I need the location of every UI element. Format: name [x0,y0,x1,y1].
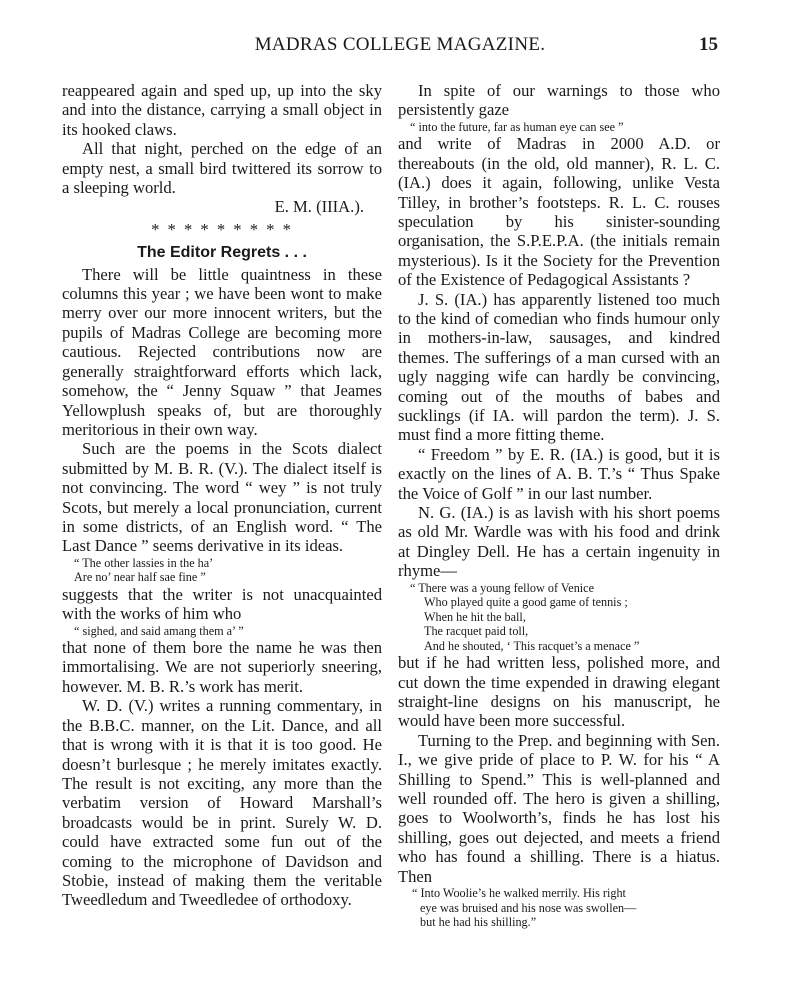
paragraph: Such are the poems in the Scots dialect submitted by M. B. R. (V.). The dialect itself is not convincing. The word “ wey ” is not truly Scots, but merely a local pronunciation, current in some districts, of an English word. “ The Last Dance ” seems derivative in its ideas. [62,439,382,556]
section-heading: The Editor Regrets . . . [137,244,307,262]
poem-line: When he hit the ball, [424,609,526,624]
paragraph: suggests that the writer is not unacquainted with the works of him who [62,584,382,624]
poem-line: And he shouted, ‘ This racquet’s a menace ” [424,638,640,653]
paragraph: All that night, perched on the edge of an empty nest, a small bird twittered its sorrow to a sleeping world. [62,139,382,198]
paragraph: In spite of our warnings to those who persistently gaze [398,81,720,120]
paragraph: There will be little quaintness in these columns this year ; we have been wont to make merry over our more innocent writers, but the pupils of Madras College are becoming more cautious. Rejected contributions now are generally straightforward efforts which lack, somehow, the “ Jenny Squaw ” that Jeames Yellowplush speaks of, but are thoroughly meritorious in their own way. [62,264,382,439]
paragraph: and write of Madras in 2000 A.D. or thereabouts (in the old, old manner), R. L. C. (IA.) does it again, following, unlike Vesta Tilley, in brother’s footsteps. R. L. C. rouses speculation by his sinister-sounding organisation, the S.P.E.P.A. (the initials remain mysterious). Is it the Society for the Prevention of the Existence of Pedagogical Assistants ? [398,134,720,290]
paragraph: but if he had written less, polished more, and cut down the time expended in drawing elegant straight-line designs on his manuscript, he would have been more successful. [398,653,720,731]
quotation-line: Are no’ near half sae fine ” [74,570,206,585]
quotation-line: “ Into Woolie’s he walked merrily. His right [412,886,626,901]
quotation-line: “ The other lassies in the ha’ [74,555,214,570]
poem-line: “ There was a young fellow of Venice [410,580,594,595]
author-signature: E. M. (IIIA.). [274,197,364,217]
page-number: 15 [699,34,718,55]
paragraph: Turning to the Prep. and beginning with Sen. I., we give pride of place to P. W. for his “ A Shilling to Spend.” This is well-planned and well rounded off. The hero is given a shilling, goes to Woolworth’s, finds he has lost his shilling, goes out dejected, and meets a friend who has found a shilling. There is a hiatus. Then [398,730,720,886]
quotation-line: “ sighed, and said amang them a’ ” [74,623,244,638]
paragraph: reappeared again and sped up, up into the sky and into the distance, carrying a small object in its hooked claws. [62,81,382,139]
poem-line: Who played quite a good game of tennis ; [424,595,628,610]
paragraph: that none of them bore the name he was then immortalising. We are not superiorly sneering, however. M. B. R.’s work has merit. [62,638,382,696]
right-column [398,81,720,930]
paragraph: J. S. (IA.) has apparently listened too much to the kind of comedian who finds humour only in mothers-in-law, sausages, and kindred themes. The sufferings of a man cursed with an ugly nagging wife can hardly be convincing, coming out of the mouths of babes and sucklings (if IA. will pardon the term). J. S. must find a more fitting theme. [398,289,720,445]
left-column [62,81,382,910]
poem-line: The racquet paid toll, [424,624,529,639]
quotation-line: eye was bruised and his nose was swollen— [420,900,637,915]
magazine-title: MADRAS COLLEGE MAGAZINE. [254,34,546,55]
section-divider: * * * * * * * * * [151,219,293,239]
page-header [0,34,800,64]
quotation-line: but he had his shilling.” [420,915,537,930]
paragraph: N. G. (IA.) is as lavish with his short poems as old Mr. Wardle was with his food and drink at Dingley Dell. He has a certain ingenuity in rhyme— [398,503,720,581]
quotation-line: “ into the future, far as human eye can see ” [410,119,624,134]
paragraph: W. D. (V.) writes a running commentary, in the B.B.C. manner, on the Lit. Dance, and all that is wrong with it is that it is too good. He doesn’t burlesque ; he merely imitates exactly. The result is not exciting, any more than the verbatim version of Howard Marshall’s broadcasts would be in print. Surely W. D. could have extracted some fun out of the coming to the microphone of Davidson and Stobie, instead of making them the veritable Tweedledum and Tweedledee of orthodoxy. [62,696,382,910]
paragraph: “ Freedom ” by E. R. (IA.) is good, but it is exactly on the lines of A. B. T.’s “ Thus Spake the Voice of Golf ” in our last number. [398,444,720,503]
